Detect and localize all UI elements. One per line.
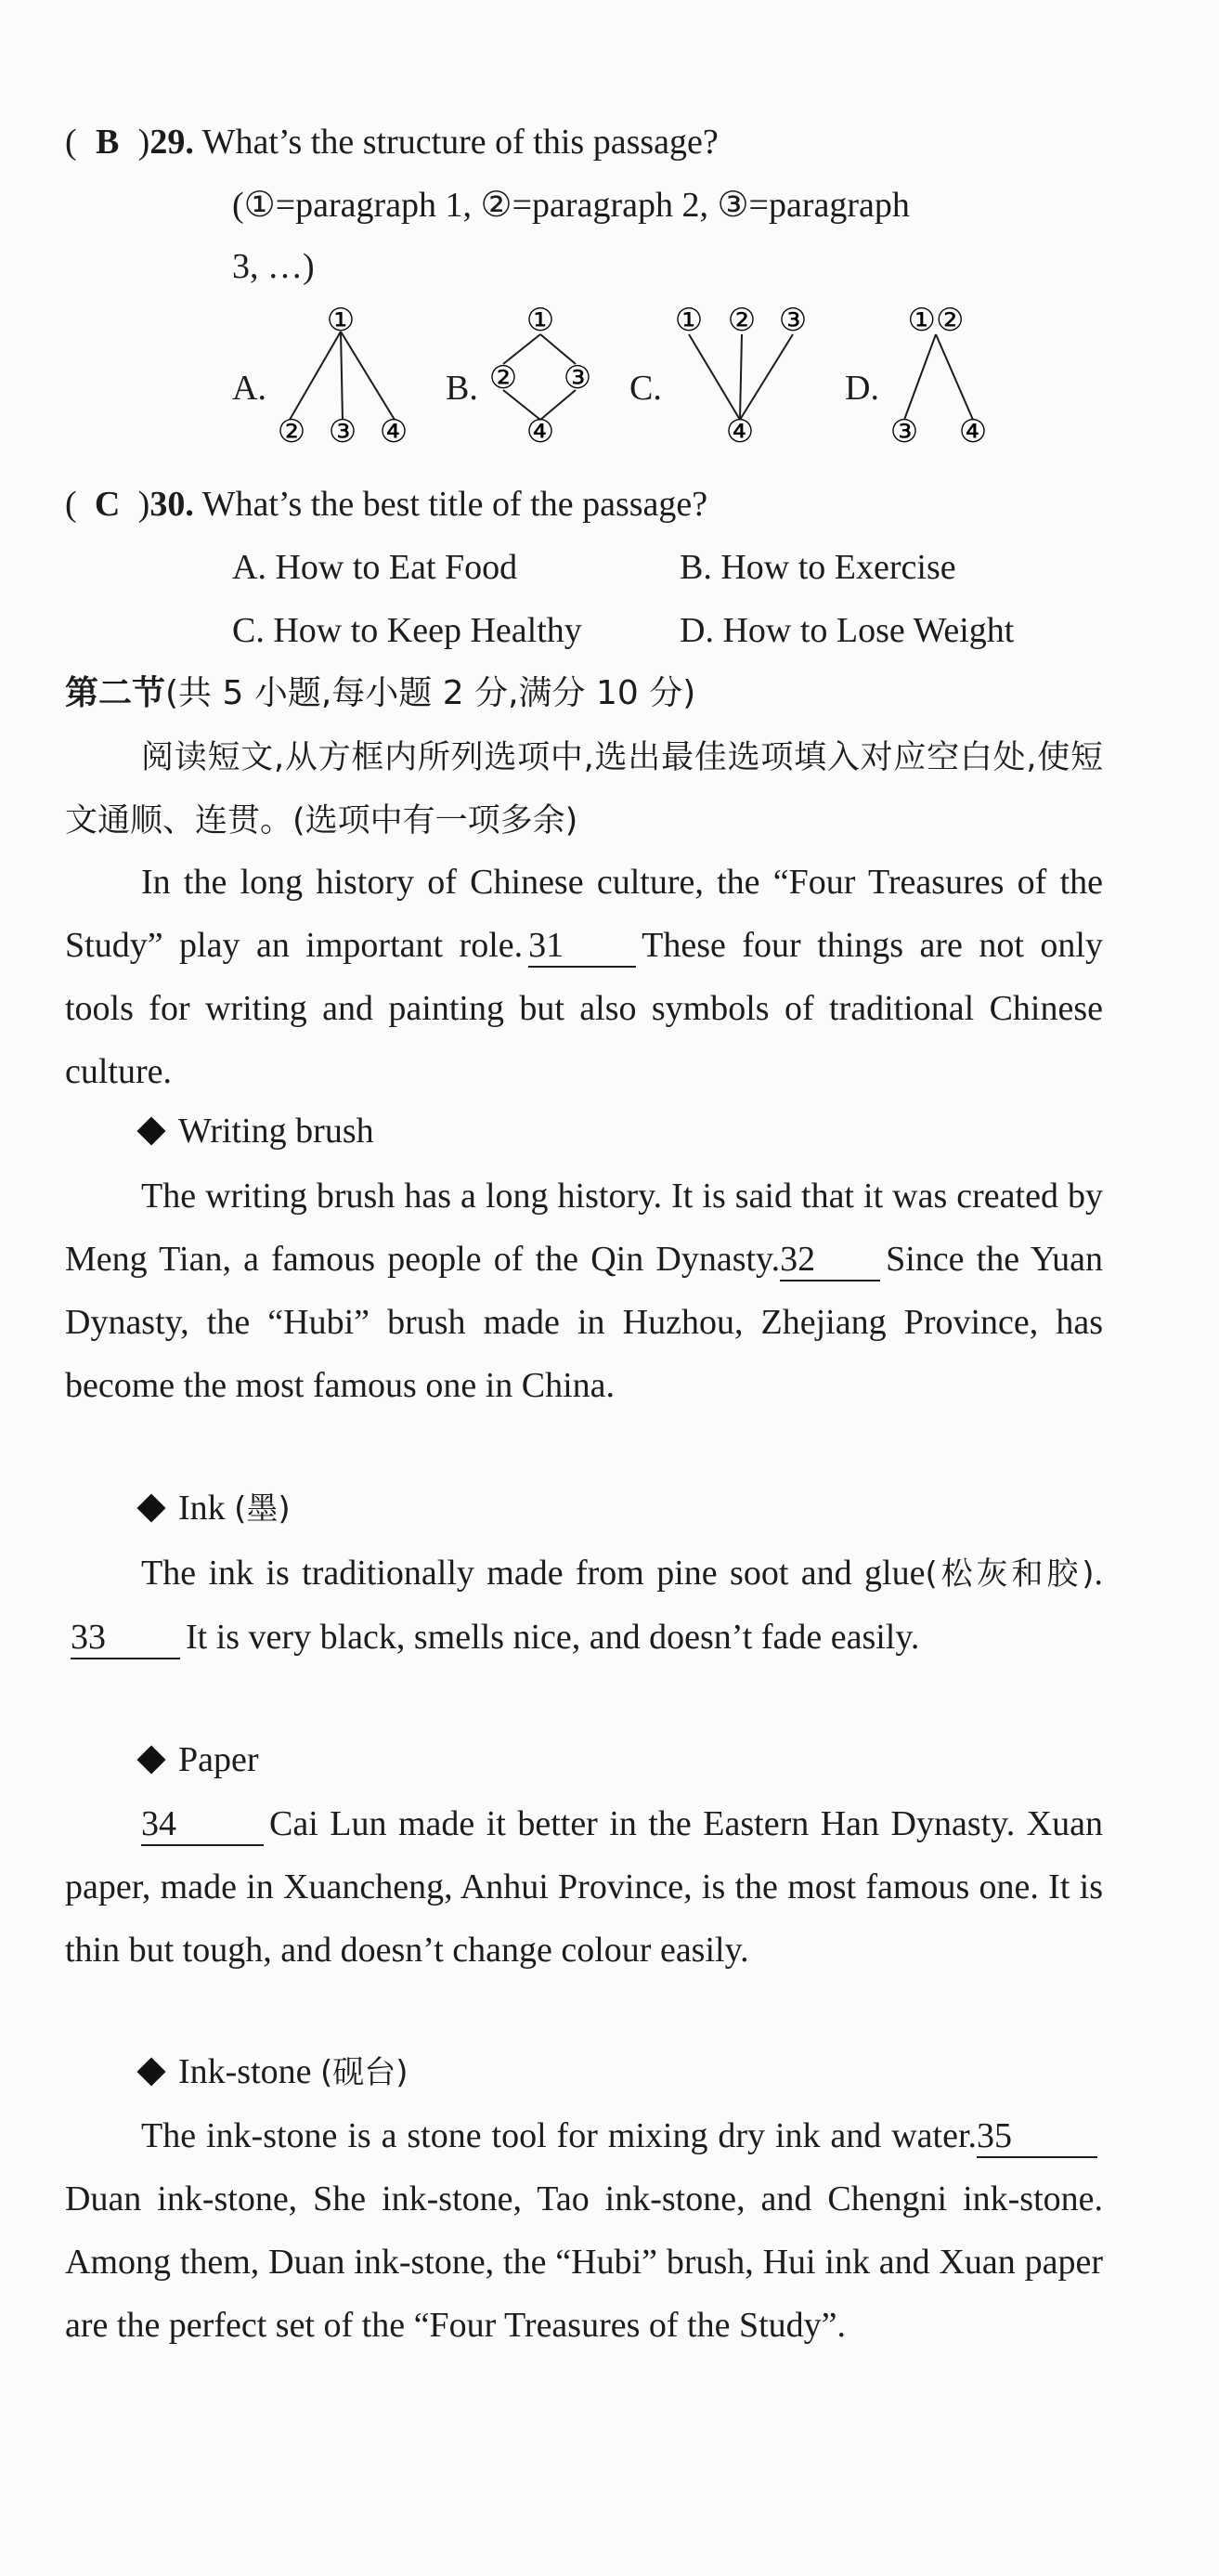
option-b-diagram bbox=[483, 302, 603, 464]
blank-34: 34 bbox=[141, 1803, 264, 1846]
blank-35: 35 bbox=[977, 2115, 1097, 2158]
ink-text-zh: (松灰和胶) bbox=[925, 1555, 1095, 1593]
section-title: 第二节 bbox=[65, 674, 166, 712]
heading-ink bbox=[141, 1485, 291, 1532]
option-a-diagram bbox=[269, 302, 427, 464]
node-4: ④ bbox=[958, 413, 988, 450]
node-4: ④ bbox=[725, 413, 755, 450]
stone-text-a: The ink-stone is a stone tool for mixing dry ink and water. bbox=[141, 2116, 977, 2155]
node-3: ③ bbox=[889, 413, 919, 450]
option-d-letter: D. bbox=[845, 369, 879, 408]
question-29-hint-line1: (①=paragraph 1, ②=paragraph 2, ③=paragraph bbox=[232, 186, 910, 225]
question-30 bbox=[65, 481, 707, 527]
ink-text-a: The ink is traditionally made from pine soot and glue bbox=[141, 1554, 926, 1593]
node-4: ④ bbox=[379, 413, 408, 450]
passage-intro bbox=[65, 851, 1103, 1103]
ink-paragraph bbox=[65, 1542, 1103, 1669]
diamond-bullet-icon bbox=[136, 1117, 165, 1146]
node-2: ② bbox=[727, 302, 757, 339]
heading-text-zh: (墨) bbox=[234, 1490, 291, 1528]
heading-text: Ink-stone bbox=[178, 2052, 312, 2091]
paper-text: Cai Lun made it better in the Eastern Han Dynasty. Xuan paper, made in Xuancheng, Anhui Province, is the most famous one. It is thin but tough, and doesn’t change colour easily. bbox=[65, 1804, 1103, 1970]
brush-text-b: Since the Yuan Dynasty, the “Hubi” brush made in Huzhou, Zhejiang Province, has become the most famous one in China. bbox=[65, 1240, 1103, 1405]
option-c-diagram bbox=[668, 302, 826, 464]
question-29-text: What’s the structure of this passage? bbox=[201, 123, 719, 162]
heading-text: Ink bbox=[178, 1489, 226, 1528]
node-3: ③ bbox=[778, 302, 808, 339]
brush-text-a: The writing brush has a long history. It is said that it was created by Meng Tian, a famous people of the Qin Dynasty. bbox=[65, 1177, 1103, 1279]
node-1: ① bbox=[326, 302, 356, 339]
heading-text-zh: (砚台) bbox=[320, 2054, 408, 2091]
q30-option-b: B. How to Exercise bbox=[680, 548, 956, 587]
question-29 bbox=[65, 119, 719, 165]
node-4: ④ bbox=[525, 413, 555, 450]
section-meta: (共 5 小题,每小题 2 分,满分 10 分) bbox=[165, 674, 696, 712]
q30-option-a: A. How to Eat Food bbox=[232, 548, 518, 587]
node-2: ② bbox=[277, 413, 306, 450]
node-3: ③ bbox=[563, 359, 592, 397]
intro-text-a: In the long history of Chinese culture, the “Four Treasures of the Study” play an important role. bbox=[65, 863, 1103, 965]
question-number-29: 29. bbox=[149, 123, 194, 162]
question-30-text: What’s the best title of the passage? bbox=[201, 485, 708, 524]
answer-paren-close: ) bbox=[137, 485, 150, 524]
node-12: ①② bbox=[907, 302, 965, 339]
option-a-letter: A. bbox=[232, 369, 266, 408]
answer-paren-open: ( bbox=[65, 485, 77, 524]
node-3: ③ bbox=[328, 413, 357, 450]
section-instructions: 阅读短文,从方框内所列选项中,选出最佳选项填入对应空白处,使短文通顺、连贯。(选项中有一项多余) bbox=[65, 739, 1103, 839]
node-2: ② bbox=[488, 359, 518, 397]
intro-text-b: These four things are not only tools for writing and painting but also symbols of traditional Chinese culture. bbox=[65, 926, 1103, 1091]
ink-text-b: It is very black, smells nice, and doesn’t fade easily. bbox=[186, 1618, 920, 1657]
q30-option-d: D. How to Lose Weight bbox=[680, 611, 1015, 650]
stone-text-b: Duan ink-stone, She ink-stone, Tao ink-stone, and Chengni ink-stone. Among them, Duan ink-stone, the “Hubi” brush, Hui ink and Xuan paper are the perfect set of the “Four Treasures of the Study”. bbox=[65, 2179, 1103, 2345]
question-number-30: 30. bbox=[149, 485, 194, 524]
paper-paragraph bbox=[65, 1792, 1103, 1982]
heading-text: Writing brush bbox=[178, 1112, 374, 1151]
question-29-hint-line2: 3, …) bbox=[232, 247, 315, 286]
answer-paren-close: ) bbox=[137, 123, 150, 162]
heading-writing-brush bbox=[141, 1108, 374, 1154]
blank-33: 33 bbox=[71, 1617, 180, 1659]
diamond-bullet-icon bbox=[136, 2058, 165, 2087]
diamond-bullet-icon bbox=[136, 1494, 165, 1523]
blank-32: 32 bbox=[780, 1239, 880, 1281]
option-c-letter: C. bbox=[629, 369, 662, 408]
node-1: ① bbox=[674, 302, 704, 339]
section-heading bbox=[65, 670, 695, 717]
q30-option-c: C. How to Keep Healthy bbox=[232, 611, 582, 650]
heading-text: Paper bbox=[178, 1740, 259, 1779]
option-b-letter: B. bbox=[446, 369, 478, 408]
brush-paragraph bbox=[65, 1164, 1103, 1417]
stone-paragraph bbox=[65, 2104, 1103, 2357]
heading-ink-stone bbox=[141, 2049, 408, 2096]
answer-paren-open: ( bbox=[65, 123, 77, 162]
answer-30: C bbox=[94, 485, 121, 524]
node-1: ① bbox=[525, 302, 555, 339]
heading-paper bbox=[141, 1737, 259, 1783]
option-d-diagram bbox=[882, 302, 1021, 464]
diamond-bullet-icon bbox=[136, 1746, 165, 1775]
answer-29: B bbox=[95, 123, 120, 162]
blank-31: 31 bbox=[528, 925, 636, 968]
ink-period: . bbox=[1094, 1554, 1104, 1593]
